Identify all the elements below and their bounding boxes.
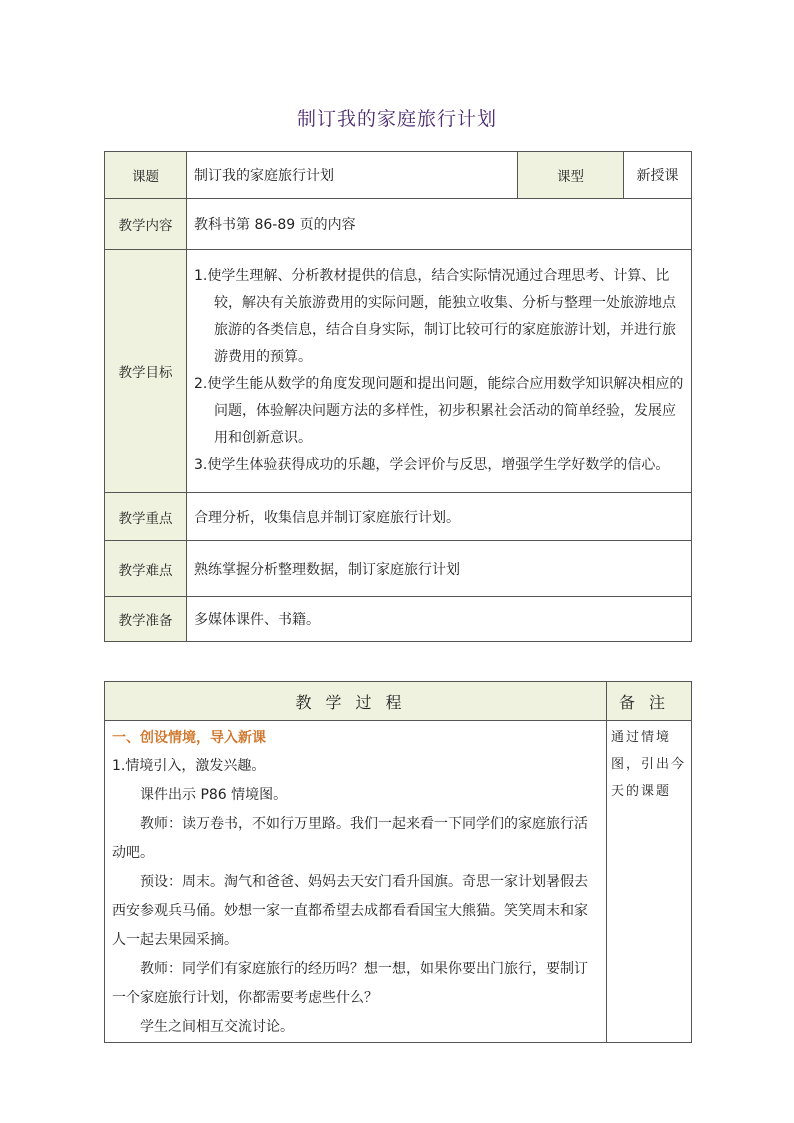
row-key-point (105, 493, 692, 541)
prep-label: 教学准备 (105, 597, 187, 642)
section-title: 一、创设情境，导入新课 (112, 730, 266, 746)
process-line: 教师：同学们有家庭旅行的经历吗？想一想，如果你要出门旅行，要制订一个家庭旅行计划，你都需要考虑些什么？ (112, 961, 588, 1006)
type-value: 新授课 (624, 152, 692, 199)
type-label: 课型 (518, 152, 624, 199)
teaching-process-table (104, 681, 692, 1043)
row-preparation (105, 597, 692, 642)
lesson-info-table (104, 151, 692, 642)
process-line: 预设：周末。淘气和爸爸、妈妈去天安门看升国旗。奇思一家计划暑假去西安参观兵马俑。妙想一家一直都希望去成都看看国宝大熊猫。笑笑周末和家人一起去果园采摘。 (112, 874, 588, 948)
header-note: 备注 (607, 682, 692, 721)
page-title: 制订我的家庭旅行计划 (296, 108, 497, 130)
process-line: 1.情境引入，激发兴趣。 (112, 758, 266, 774)
process-line: 学生之间相互交流讨论。 (140, 1019, 294, 1035)
key-value: 合理分析，收集信息并制订家庭旅行计划。 (187, 493, 692, 541)
course-value: 制订我的家庭旅行计划 (187, 152, 518, 199)
process-header-row (105, 682, 692, 721)
process-note: 通过情境图，引出今天的课题 (607, 721, 692, 1043)
process-line: 教师：读万卷书，不如行万里路。我们一起来看一下同学们的家庭旅行活动吧。 (112, 816, 588, 861)
goals-label: 教学目标 (105, 250, 187, 493)
row-difficulty (105, 541, 692, 597)
header-process: 教学过程 (105, 682, 607, 721)
key-label: 教学重点 (105, 493, 187, 541)
goal-item: 2.使学生能从数学的角度发现问题和提出问题，能综合应用数学知识解决相应的问题，体验解决问题方法的多样性，初步积累社会活动的简单经验，发展应用和创新意识。 (194, 376, 684, 446)
row-course (105, 152, 692, 199)
row-content (105, 199, 692, 250)
process-line: 课件出示 P86 情境图。 (140, 787, 288, 803)
difficulty-label: 教学难点 (105, 541, 187, 597)
process-body-row (105, 721, 692, 1043)
difficulty-value: 熟练掌握分析整理数据，制订家庭旅行计划 (187, 541, 692, 597)
content-value: 教科书第 86-89 页的内容 (187, 199, 692, 250)
course-label: 课题 (105, 152, 187, 199)
goal-item: 1.使学生理解、分析教材提供的信息，结合实际情况通过合理思考、计算、比较，解决有关旅游费用的实际问题，能独立收集、分析与整理一处旅游地点旅游的各类信息，结合自身实际，制订比较可行的家庭旅游计划，并进行旅游费用的预算。 (194, 268, 676, 365)
content-label: 教学内容 (105, 199, 187, 250)
goals-cell (187, 250, 692, 493)
row-goals (105, 250, 692, 493)
process-content (105, 721, 607, 1043)
goal-item: 3.使学生体验获得成功的乐趣，学会评价与反思，增强学生学好数学的信心。 (194, 457, 670, 473)
prep-value: 多媒体课件、书籍。 (187, 597, 692, 642)
